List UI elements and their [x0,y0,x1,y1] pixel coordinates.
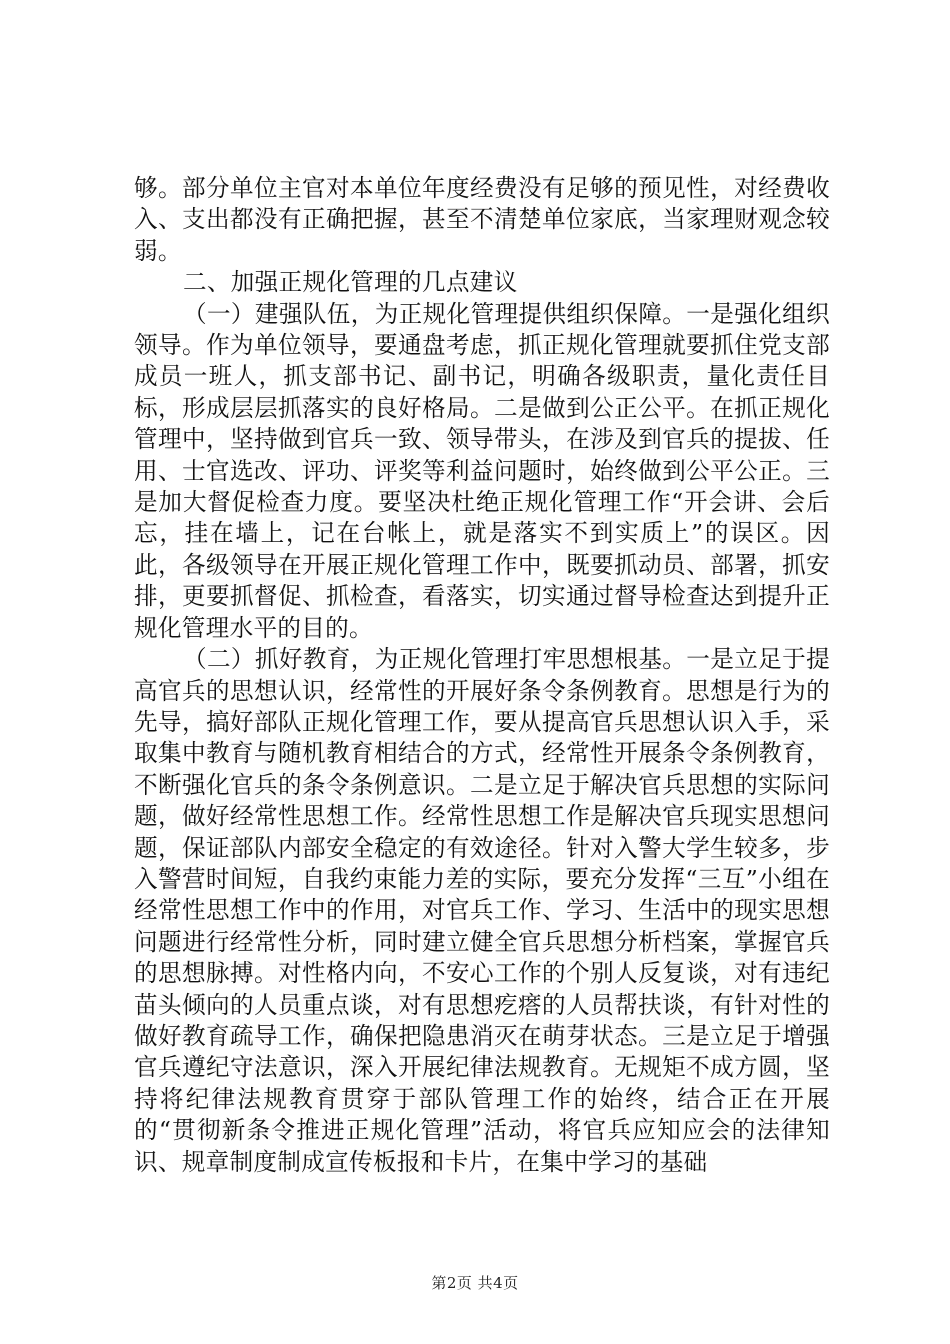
paragraph-item-two: （二）抓好教育，为正规化管理打牢思想根基。一是立足于提高官兵的思想认识，经常性的开展好条令条例教育。思想是行为的先导，搞好部队正规化管理工作，要从提高官兵思想认识入手，采取集中教育与随机教育相结合的方式，经常性开展条令条例教育，不断强化官兵的条令条例意识。二是立足于解决官兵思想的实际问题，做好经常性思想工作。经常性思想工作是解决官兵现实思想问题，保证部队内部安全稳定的有效途径。针对入警大学生较多，步入警营时间短，自我约束能力差的实际，要充分发挥“三互”小组在经常性思想工作中的作用，对官兵工作、学习、生活中的现实思想问题进行经常性分析，同时建立健全官兵思想分析档案，掌握官兵的思想脉搏。对性格内向，不安心工作的个别人反复谈，对有违纪苗头倾向的人员重点谈，对有思想疙瘩的人员帮扶谈，有针对性的做好教育疏导工作，确保把隐患消灭在萌芽状态。三是立足于增强官兵遵纪守法意识，深入开展纪律法规教育。无规矩不成方圆，坚持将纪律法规教育贯穿于部队管理工作的始终，结合正在开展的“贯彻新条令推进正规化管理”活动，将官兵应知应会的法律知识、规章制度制成宣传板报和卡片，在集中学习的基础 [134,645,830,1176]
paragraph-continuation: 够。部分单位主官对本单位年度经费没有足够的预见性，对经费收入、支出都没有正确把握，甚至不清楚单位家底，当家理财观念较弱。 [134,174,830,265]
page-footer [0,1272,950,1293]
section-heading: 二、加强正规化管理的几点建议 [183,268,518,297]
page-number-indicator: 第2页 共4页 [431,1274,519,1292]
document-body [134,173,830,1178]
paragraph-item-one: （一）建强队伍，为正规化管理提供组织保障。一是强化组织领导。作为单位领导，要通盘考虑，抓正规化管理就要抓住党支部成员一班人，抓支部书记、副书记，明确各级职责，量化责任目标，形成层层抓落实的良好格局。二是做到公正公平。在抓正规化管理中，坚持做到官兵一致、领导带头，在涉及到官兵的提拔、任用、士官选改、评功、评奖等利益问题时，始终做到公平公正。三是加大督促检查力度。要坚决杜绝正规化管理工作“开会讲、会后忘，挂在墙上，记在台帐上，就是落实不到实质上”的误区。因此，各级领导在开展正规化管理工作中，既要抓动员、部署，抓安排，更要抓督促、抓检查，看落实，切实通过督导检查达到提升正规化管理水平的目的。 [134,299,830,642]
